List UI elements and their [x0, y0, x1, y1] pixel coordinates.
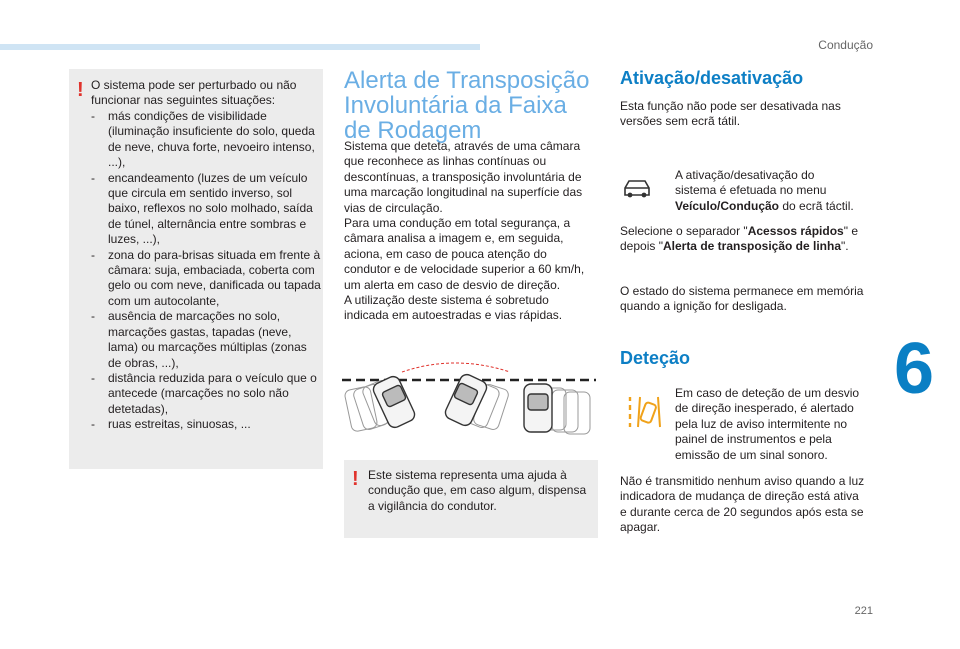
memory-paragraph: O estado do sistema permanece em memória quando a ignição for desligada. [620, 284, 864, 314]
car-settings-icon [620, 178, 654, 200]
lane-departure-warning-icon [627, 393, 663, 429]
text-span: ". [841, 239, 849, 254]
detection-heading: Deteção [620, 348, 691, 368]
text-span: A ativação/desativação do sistema é efetuada no menu [675, 168, 827, 198]
option-name: Alerta de transposição de linha [662, 239, 842, 254]
detection-alert-text: Em caso de deteção de um desvio de direção inesperado, é alertado pela luz de aviso intermitente no painel de instrumentos e pela emissão de um sinal sonoro. [675, 386, 860, 462]
car-icon [371, 374, 417, 429]
chapter-number: 6 [894, 329, 935, 409]
limitations-warning-box [69, 69, 323, 469]
section-title: Condução [818, 38, 873, 52]
text-span: do ecrã táctil. [779, 198, 854, 213]
list-item: - distância reduzida para o veículo que o antecede (marcações no solo não detetadas), [91, 371, 321, 417]
car-icon [443, 372, 489, 427]
note-text: Este sistema representa uma ajuda à condução que, em caso algum, dispensa a vigilância do condutor. [368, 468, 587, 513]
list-item: - ausência de marcações no solo, marcações gastas, tapadas (neve, lama) ou marcações múltiplas (zonas de obras, ...), [91, 309, 321, 371]
menu-name: Veículo/Condução [675, 198, 780, 213]
warning-intro: O sistema pode ser perturbado ou não funcionar nas seguintes situações: [91, 78, 297, 108]
text-span: " e depois " [620, 224, 859, 254]
activation-paragraph: Esta função não pode ser desativada nas versões sem ecrã tátil. [620, 99, 841, 129]
header-bar [0, 44, 480, 50]
indicator-paragraph: Não é transmitido nenhum aviso quando a luz indicadora de mudança de direção está ativa e durante cerca de 20 segundos após esta se apagar. [620, 474, 865, 535]
warning-icon: ! [77, 79, 84, 101]
activation-heading: Ativação/desativação [620, 68, 804, 88]
list-item: - zona do para-brisas situada em frente à câmara: suja, embaciada, coberta com gelo ou com neve, danificada ou tapada com um autocolante, [91, 248, 321, 310]
paragraph: A utilização deste sistema é sobretudo indicada em autoestradas e vias rápidas. [344, 293, 563, 323]
text-span: Selecione o separador " [620, 224, 748, 238]
page-number: 221 [854, 605, 873, 617]
lane-departure-illustration [340, 356, 600, 436]
warning-icon: ! [352, 468, 359, 490]
tab-name: Acessos rápidos [747, 224, 844, 238]
list-item: - encandeamento (luzes de um veículo que circula em sentido inverso, sol baixo, reflexos no solo molhado, saída de túnel, alternância entre sombras e luzes, ...), [91, 171, 321, 248]
driver-aid-note [344, 460, 598, 538]
paragraph: Para uma condução em total segurança, a câmara analisa a imagem e, em seguida, aciona, em caso de pouca atenção do condutor e de velocidade superior a 60 km/h, um alerta em caso de desvio de direção. [344, 216, 585, 292]
list-item: - más condições de visibilidade (iluminação insuficiente do solo, queda de neve, chuva forte, nevoeiro intenso, ...), [91, 109, 321, 171]
limitations-list [91, 109, 321, 433]
activation-menu-text [675, 168, 855, 214]
page-title: Alerta de Transposição Involuntária da Faixa de Rodagem [344, 67, 590, 144]
select-tab-text [620, 224, 865, 255]
chapter-tab [880, 322, 960, 432]
paragraph: Sistema que deteta, através de uma câmara que reconhece as linhas contínuas ou descontínuas, a transposição involuntária de uma marcação longitudinal na superfície das vias de circulação. [344, 139, 583, 215]
list-item: - ruas estreitas, sinuosas, ... [91, 417, 321, 432]
car-icon [524, 384, 552, 432]
description [344, 139, 596, 324]
